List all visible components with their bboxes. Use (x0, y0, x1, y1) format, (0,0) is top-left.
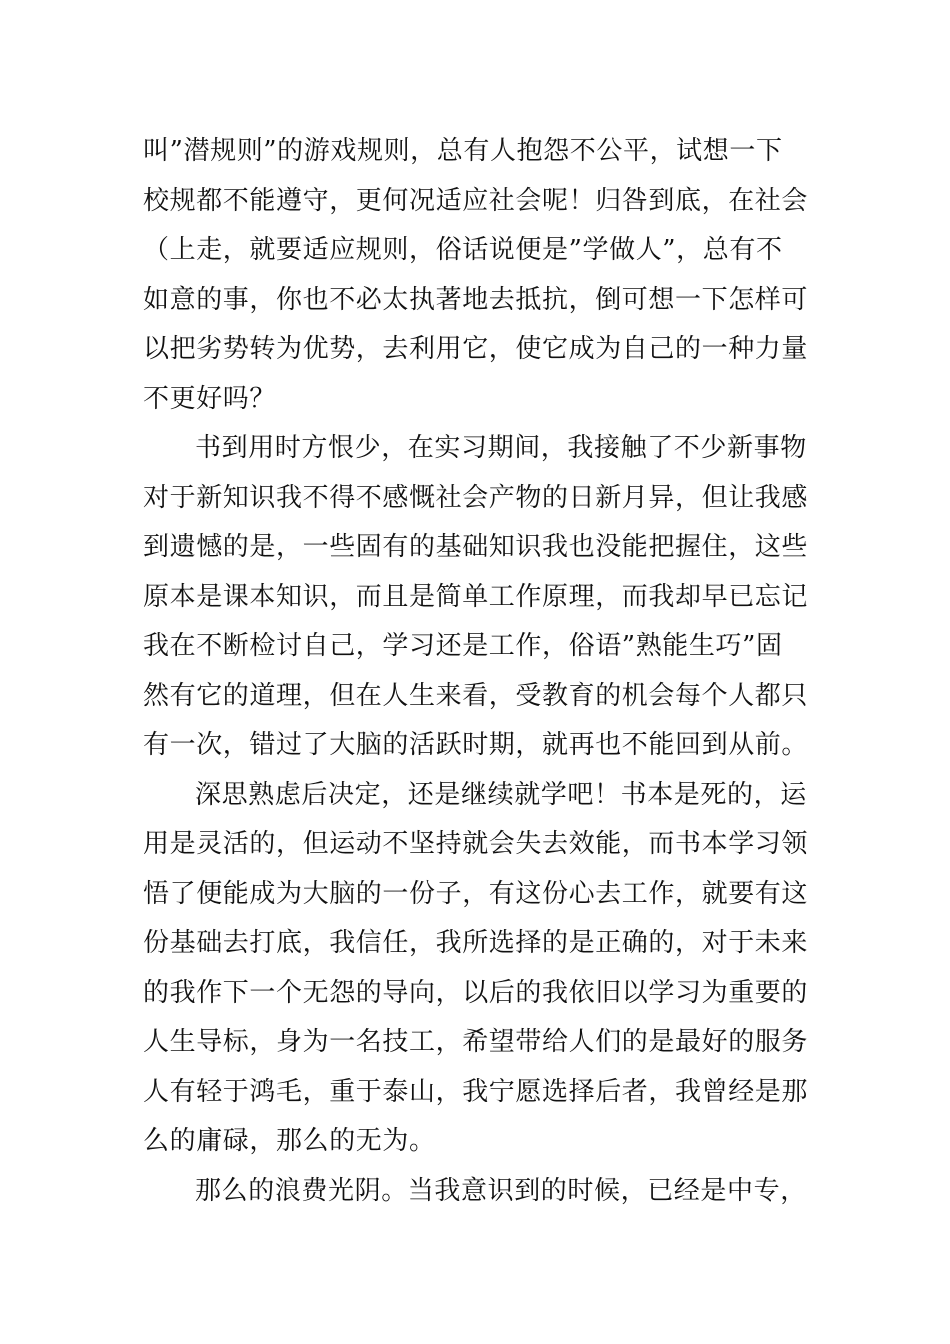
paragraph-3 (143, 771, 813, 1167)
text-line: 以把劣势转为优势，去利用它，使它成为自己的一种力量 (143, 334, 809, 364)
text-line: 人生导标，身为一名技工，希望带给人们的是最好的服务 (143, 1027, 809, 1057)
text-line: 然有它的道理，但在人生来看，受教育的机会每个人都只 (143, 680, 809, 711)
text-line: 我在不断检讨自己，学习还是工作，俗语”熟能生巧”固 (143, 631, 783, 661)
text-line: 书到用时方恨少，在实习期间，我接触了不少新事物 (195, 433, 807, 463)
text-line: 不更好吗？ (143, 383, 277, 414)
text-line: 如意的事，你也不必太执著地去抵抗，倒可想一下怎样可 (143, 284, 809, 315)
text-line: 对于新知识我不得不感慨社会产物的日新月异，但让我感 (143, 482, 809, 513)
text-line: 叫”潜规则”的游戏规则，总有人抱怨不公平，试想一下 (143, 136, 783, 166)
paragraph-2 (143, 424, 813, 771)
text-line: 到遗憾的是，一些固有的基础知识我也没能把握住，这些 (143, 532, 809, 562)
text-line: 人有轻于鸿毛，重于泰山，我宁愿选择后者，我曾经是那 (143, 1076, 809, 1107)
text-line: 么的庸碌，那么的无为。 (143, 1126, 436, 1156)
text-line: 深思熟虑后决定，还是继续就学吧！书本是死的，运 (195, 779, 807, 810)
paragraph-4 (143, 1167, 813, 1217)
text-line: 的我作下一个无怨的导向，以后的我依旧以学习为重要的 (143, 977, 809, 1008)
paragraph-1 (143, 127, 813, 424)
text-line: 那么的浪费光阴。当我意识到的时候，已经是中专， (195, 1175, 807, 1206)
text-line: 悟了便能成为大脑的一份子，有这份心去工作，就要有这 (143, 878, 809, 909)
text-line: 原本是课本知识，而且是简单工作原理，而我却早已忘记 (143, 581, 809, 612)
text-line: 有一次，错过了大脑的活跃时期，就再也不能回到从前。 (143, 730, 809, 760)
text-line: 校规都不能遵守，更何况适应社会呢！归咎到底，在社会 (143, 185, 809, 216)
text-line: （上走，就要适应规则，俗话说便是”学做人”，总有不 (143, 235, 783, 265)
body-text (143, 127, 813, 1216)
text-line: 用是灵活的，但运动不坚持就会失去效能，而书本学习领 (143, 829, 809, 859)
text-line: 份基础去打底，我信任，我所选择的是正确的，对于未来 (143, 928, 809, 958)
